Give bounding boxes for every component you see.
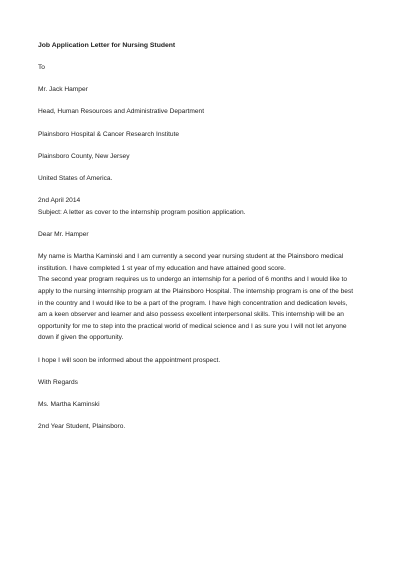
body-line: My name is Martha Kaminski and I am currently a second year nursing student at the Plainsboro medical [38,253,344,261]
body-line: in the country and I would like to be a part of the program. I have high concentration and dedication levels, [38,299,348,307]
sender-title: 2nd Year Student, Plainsboro. [38,423,126,431]
body-line: The second year program requires us to undergo an internship for a period of 6 months and I would like to [38,276,347,284]
sender-name: Ms. Martha Kaminski [38,400,100,408]
recipient-country: United States of America. [38,175,113,183]
to-label: To [38,64,45,72]
body-line: opportunity for me to step into the practical world of medical science and I as sure you I will not let anyone [38,322,347,330]
recipient-organization: Plainsboro Hospital & Cancer Research Institute [38,130,180,138]
regards: With Regards [38,378,78,386]
salutation: Dear Mr. Hamper [38,231,89,238]
recipient-name: Mr. Jack Hamper [38,86,88,94]
closing-line: I hope I will soon be informed about the appointment prospect. [38,356,221,364]
body-line: apply to the nursing internship program at the Plainsboro Hospital. The internship program is one of the best [38,287,354,295]
recipient-department: Head, Human Resources and Administrative Department [38,108,205,116]
letter-date: 2nd April 2014 [38,197,81,205]
letter-subject: Subject: A letter as cover to the internship program position application. [38,208,246,216]
body-line: institution. I have completed 1 st year of my education and have attained good score. [38,264,286,272]
body-line: down if given the opportunity. [38,334,124,342]
body-line: am a keen observer and learner and also possess excellent interpersonal skills. This internship will be an [38,311,344,319]
letter-title: Job Application Letter for Nursing Student [38,42,176,49]
recipient-county: Plainsboro County, New Jersey [38,152,130,160]
letter-page [38,40,368,433]
body-paragraph [38,251,368,344]
